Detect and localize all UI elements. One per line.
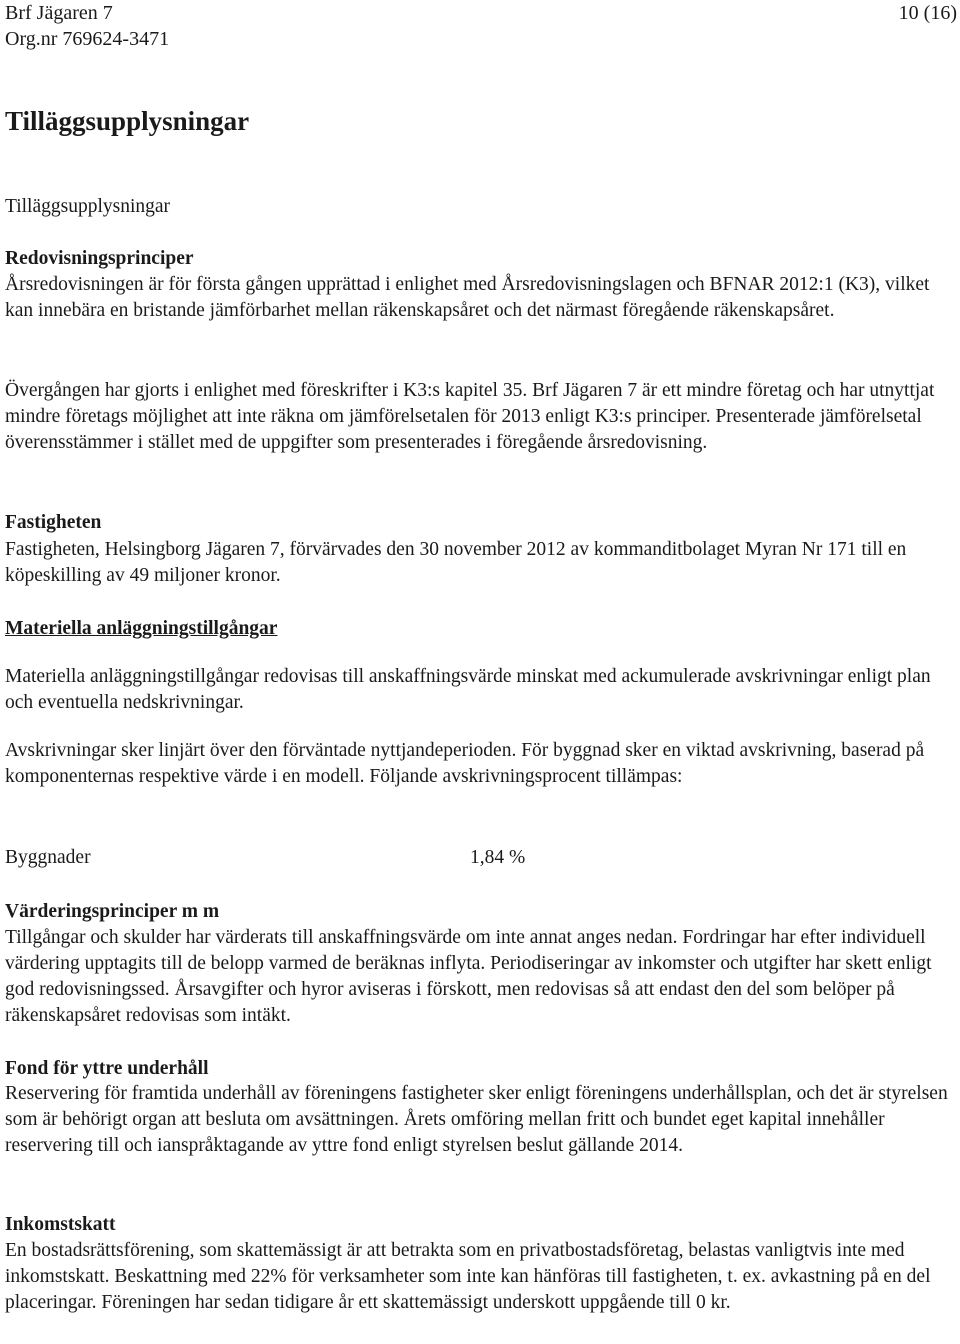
depreciation-label: Byggnader bbox=[5, 847, 91, 868]
paragraph-inkomstskatt: En bostadsrättsförening, som skattemässigt är att betrakta som en privatbostadsföretag, belastas vanligtvis inte med inkomstskatt. Beskattning med 22% för verksamheter som inte kan hänföras till fastigheten, t. ex. avkastning på en del placeringar. Föreningen har sedan tidigare år ett skattemässigt underskott uppgående till 0 kr. bbox=[5, 1240, 931, 1313]
page-number: 10 (16) bbox=[898, 2, 957, 24]
page-title: Tilläggsupplysningar bbox=[5, 106, 250, 136]
heading-inkomstskatt: Inkomstskatt bbox=[5, 1214, 116, 1235]
subtitle: Tilläggsupplysningar bbox=[5, 196, 171, 217]
paragraph-redovisning-2: Övergången har gjorts i enlighet med föreskrifter i K3:s kapitel 35. Brf Jägaren 7 är ett mindre företag och har utnyttjat mindre företags möjlighet att inte räkna om jämförelsetalen för 2013 enligt K3:s principer. Presenterade jämförelsetal överensstämmer i stället med de uppgifter som presenterades i föregående årsredovisning. bbox=[5, 380, 935, 453]
paragraph-fastigheten: Fastigheten, Helsingborg Jägaren 7, förvärvades den 30 november 2012 av kommanditbolaget Myran Nr 171 till en köpeskilling av 49 miljoner kronor. bbox=[5, 539, 907, 586]
heading-redovisningsprinciper: Redovisningsprinciper bbox=[5, 248, 194, 269]
paragraph-vardering: Tillgångar och skulder har värderats till anskaffningsvärde om inte annat anges nedan. Fordringar har efter individuell värdering upptagits till de belopp varmed de beräknas inflyta. Periodiseringar av inkomster och utgifter har skett enligt god redovisningssed. Årsavgifter och hyror aviseras i förskott, men redovisas så att endast den del som belöper på räkenskapsåret redovisas som intäkt. bbox=[5, 927, 932, 1026]
heading-fastigheten: Fastigheten bbox=[5, 512, 102, 533]
org-number: Org.nr 769624-3471 bbox=[5, 28, 170, 50]
depreciation-value: 1,84 % bbox=[470, 847, 526, 868]
document-page bbox=[5, 0, 957, 1313]
heading-materiella: Materiella anläggningstillgångar bbox=[5, 618, 278, 639]
heading-vardering: Värderingsprinciper m m bbox=[5, 901, 220, 922]
heading-fond: Fond för yttre underhåll bbox=[5, 1058, 209, 1079]
page-header bbox=[5, 0, 957, 52]
paragraph-fond: Reservering för framtida underhåll av föreningens fastigheter sker enligt föreningens underhållsplan, och det är styrelsen som är behörigt organ att besluta om avsättningen. Årets omföring mellan fritt och bundet eget kapital innehåller reservering till och ianspråktagande av yttre fond enligt styrelsen beslut gällande 2014. bbox=[5, 1083, 948, 1156]
company-name: Brf Jägaren 7 bbox=[5, 2, 113, 24]
paragraph-redovisning-1: Årsredovisningen är för första gången upprättad i enlighet med Årsredovisningslagen och BFNAR 2012:1 (K3), vilket kan innebära en bristande jämförbarhet mellan räkenskapsåret och det närmast föregående räkenskapsåret. bbox=[5, 274, 930, 321]
header-left bbox=[5, 0, 169, 52]
paragraph-materiella-2: Avskrivningar sker linjärt över den förväntade nyttjandeperioden. För byggnad sker en viktad avskrivning, baserad på komponenternas respektive värde i en modell. Följande avskrivningsprocent tillämpas: bbox=[5, 740, 925, 787]
paragraph-materiella-1: Materiella anläggningstillgångar redovisas till anskaffningsvärde minskat med ackumulerade avskrivningar enligt plan och eventuella nedskrivningar. bbox=[5, 666, 931, 713]
